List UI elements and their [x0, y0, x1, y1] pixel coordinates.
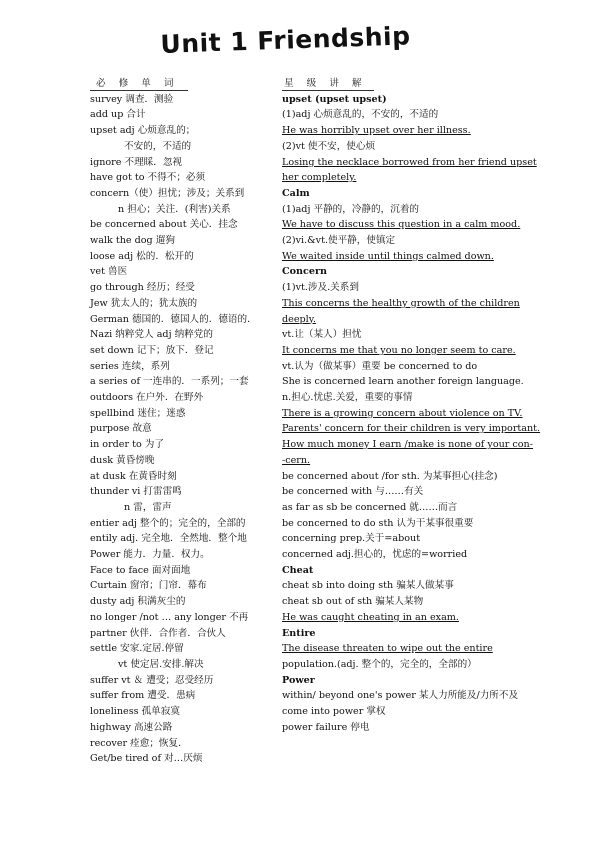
vocab-line: outdoors 在户外．在野外: [90, 392, 204, 404]
example-sentence: This concerns the healthy growth of the children: [282, 297, 520, 309]
vocab-line: Curtain 窗帘；门帘．幕布: [90, 580, 207, 592]
explanation-line: n.担心.忧虑.关爱，重要的事情: [282, 392, 413, 404]
entry-heading: Entire: [282, 627, 316, 639]
vocab-line: dusk 黄昏傍晚: [90, 454, 155, 466]
vocab-line: partner 伙伴．合作者．合伙人: [90, 627, 226, 639]
explanation-header-text: 星 级 讲 解: [284, 78, 367, 89]
vocab-line: entily adj. 完全地．全然地．整个地: [90, 533, 247, 545]
phrase-line: within/ beyond one's power 某人力所能及/力所不及: [282, 690, 519, 702]
vocab-line: a series of 一连串的．一系列；一套: [90, 376, 249, 388]
vocab-line: have got to 不得不；必须: [90, 172, 206, 184]
phrase-line: be concerned to do sth 认为干某事很重要: [282, 517, 474, 529]
vocab-line: no longer /not … any longer 不再: [90, 611, 249, 623]
phrase-line: come into power 掌权: [282, 706, 386, 718]
vocab-line: suffer from 遭受．患病: [90, 690, 196, 702]
phrase-line: cheat sb out of sth 骗某人某物: [282, 596, 424, 608]
example-sentence: We waited inside until things calmed down.: [282, 250, 494, 262]
vocab-line: set down 记下；放下．登记: [90, 344, 214, 356]
vocab-line: loose adj 松的．松开的: [90, 250, 194, 262]
vocab-line: n 担心；关注．(利害)关系: [118, 203, 231, 215]
vocab-line: German 德国的．德国人的．德语的．: [90, 313, 257, 325]
example-sentence: It concerns me that you no longer seem to care.: [282, 344, 516, 356]
explanation-line: (1)adj 心烦意乱的，不安的，不适的: [282, 109, 439, 121]
example-sentence: -cern.: [282, 454, 311, 466]
example-sentence: The disease threaten to wipe out the entire: [282, 643, 493, 655]
explanation-line: population.(adj. 整个的，完全的，全部的）: [282, 659, 477, 670]
page-title: Unit 1 Friendship: [160, 21, 411, 59]
vocab-line: add up 合计: [90, 109, 146, 121]
example-sentence: There is a growing concern about violence on TV.: [282, 407, 523, 419]
phrase-line: power failure 停电: [282, 721, 370, 733]
vocab-line: series 连续，系列: [90, 360, 170, 372]
vocab-line: survey 调查．测验: [90, 93, 174, 105]
example-sentence: Losing the necklace borrowed from her friend upset: [282, 156, 537, 168]
example-sentence: He was horribly upset over her illness.: [282, 125, 471, 137]
phrase-line: be concerned with 与……有关: [282, 486, 424, 498]
vocab-line: concern（使）担忧；涉及；关系到: [90, 187, 245, 199]
vocab-line: purpose 故意: [90, 423, 152, 435]
vocab-line: suffer vt ＆ 遭受；忍受经历: [90, 674, 214, 686]
example-sentence: her completely.: [282, 172, 357, 184]
vocab-line: ignore 不理睬．忽视: [90, 156, 183, 168]
vocab-line: walk the dog 遛狗: [90, 235, 175, 247]
vocab-line: entier adj 整个的；完全的，全部的: [90, 517, 246, 529]
vocab-line: vt 使定居.安排.解决: [118, 659, 204, 670]
example-sentence: He was caught cheating in an exam.: [282, 611, 459, 623]
entry-heading: Cheat: [282, 564, 314, 576]
vocab-line: settle 安家.定居.停留: [90, 643, 184, 655]
example-sentence: How much money I earn /make is none of your con-: [282, 439, 533, 451]
explanation-line: (1)adj 平静的，冷静的，沉着的: [282, 203, 420, 215]
entry-heading: Power: [282, 674, 315, 686]
phrase-line: concerning prep.关于=about: [282, 533, 421, 545]
entry-heading: Calm: [282, 187, 310, 199]
vocab-line: recover 痊愈；恢复．: [90, 737, 188, 749]
phrase-line: as far as sb be concerned 就……而言: [282, 501, 458, 513]
vocab-line: loneliness 孤单寂寞: [90, 706, 180, 718]
vocab-line: spellbind 迷住；迷惑: [90, 407, 186, 419]
entry-heading: upset (upset upset): [282, 93, 387, 105]
phrase-line: concerned adj.担心的，忧虑的=worried: [282, 549, 468, 561]
vocab-line: highway 高速公路: [90, 721, 173, 733]
vocab-line: dusty adj 积满灰尘的: [90, 596, 186, 608]
explanation-line: She is concerned learn another foreign language.: [282, 376, 524, 388]
explanation-column: [282, 76, 541, 736]
vocab-line: vet 兽医: [90, 266, 128, 278]
example-sentence: We have to discuss this question in a calm mood.: [282, 219, 521, 231]
vocab-line: in order to 为了: [90, 439, 164, 451]
explanation-line: vt.认为（做某事）重要 be concerned to do: [282, 360, 478, 372]
vocab-line: Nazi 纳粹党人 adj 纳粹党的: [90, 329, 213, 341]
example-sentence: Parents' concern for their children is very important.: [282, 423, 541, 435]
vocab-line: n 雷，雷声: [124, 501, 172, 513]
vocab-line: Power 能力．力量．权力。: [90, 549, 210, 561]
vocab-line: at dusk 在黄昏时刻: [90, 470, 177, 482]
vocab-line: 不安的，不适的: [124, 140, 192, 152]
vocab-line: be concerned about 关心．挂念: [90, 219, 238, 231]
vocab-line: upset adj 心烦意乱的；: [90, 125, 196, 137]
explanation-line: vt.让（某人）担忧: [282, 329, 362, 341]
entry-heading: Concern: [282, 266, 327, 278]
vocab-line: go through 经历；经受: [90, 282, 195, 294]
vocab-line: Jew 犹太人的；犹太族的: [90, 297, 198, 309]
phrase-line: be concerned about /for sth. 为某事担心(挂念): [282, 470, 498, 482]
vocab-line: thunder vi 打雷雷鸣: [90, 486, 182, 498]
vocab-line: Face to face 面对面地: [90, 564, 191, 576]
vocabulary-header: [90, 76, 270, 92]
vocabulary-header-text: 必 修 单 词: [96, 78, 179, 89]
phrase-line: cheat sb into doing sth 骗某人做某事: [282, 580, 454, 592]
explanation-line: (1)vt.涉及.关系到: [282, 282, 359, 294]
vocab-line: Get/be tired of 对…厌烦: [90, 753, 203, 765]
vocabulary-column: [90, 76, 270, 767]
example-sentence: deeply.: [282, 313, 316, 325]
explanation-header-underline: [282, 90, 374, 91]
explanation-header: [282, 76, 512, 92]
vocabulary-header-underline: [90, 90, 188, 91]
explanation-line: (2)vi.&vt.使平静，使镇定: [282, 235, 396, 247]
explanation-line: (2)vt 使不安，使心烦: [282, 140, 376, 152]
